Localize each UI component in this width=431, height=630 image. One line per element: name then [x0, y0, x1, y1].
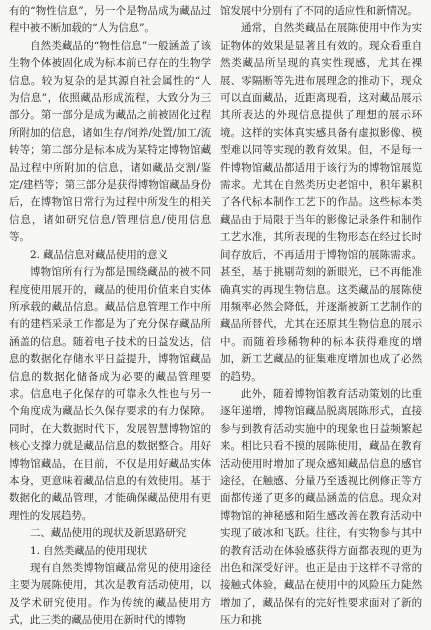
left-paragraph: 现有自然类博物馆藏品常见的使用途径主要为展陈使用，其次是教育活动使用，以及学术研究使用。作为传统的藏品使用方式，此三类的藏品使用在新时代的博物 — [9, 562, 211, 627]
left-column — [9, 3, 211, 627]
left-paragraph: 自然类藏品的“物性信息”一般涵盖了该生物个体被固化成为标本前已存在的生物学信息。较为复杂的是其源自社会属性的“人为信息”，依照藏品形成流程，大致分为三部分。第一部分是成为藏品之前被固化过程所附加的信息，诸如生存/饲养/处置/加工/流转等；第二部分是标本成为某特定博物馆藏品过程中所附加的信息，诸如藏品交割/鉴定/建档等；第三部分是获得博物馆藏品身份后，在博物馆日常行为过程中所发生的相关信息，诸如研究信息/管理信息/使用信息等。 — [9, 39, 211, 244]
left-section-heading: 二、藏品使用的现状及新思路研究 — [30, 527, 186, 540]
left-section-heading: 1. 自然类藏品的使用现状 — [30, 544, 148, 557]
left-paragraph: 有的“物性信息”，另一个是物品成为藏品过程中被不断加载的“人为信息”。 — [9, 5, 211, 35]
left-paragraph: 博物馆所有行为都是围绕藏品的被不同程度使用展开的，藏品的使用价值来自实体所承载的藏品信息。藏品信息管理工作中所有的建档采录工作都是为了充分保存藏品所涵盖的信息。随着电子技术的日益发达，信息的数据化存储水平日益提升，博物馆藏品信息的数据化储备成为必要的藏品管理要求。信息电子化保存的可靠永久性也与另一个角度成为藏品长久保存要求的有力保障。同时，在大数据时代下，发展智慧博物馆的核心支撑力就是藏品信息的数据整合。用好博物馆藏品，在目前，不仅是用好藏品实体本身，更意味着藏品信息的有效使用。基于数据化的藏品管理，才能确保藏品使用有更理性的发展趋势。 — [9, 266, 211, 522]
right-paragraph: 通常，自然类藏品在展陈使用中作为实证物体的效果是显著且有效的。现众看重自然类藏品所呈现的真实性现感，尤其在裸展、零隔断等先进布展理念的推动下，现众可以直面藏品，近距离现看，这对藏品展示其所表达的外现信息提供了理想的展示环境。这样的实体真实感具备有虚拟影像、模型难以同等实现的教育效果。但，不是每一件博物馆藏品都适用于该行为的博物馆展览需求。尤其在自然类历史老馆中，积年累积了各代标本制作工艺下的作品。这些标本类藏品由于局限于当年的影像记录条件和制作工艺水准，其所表现的生物形态在经过长时间存放后，不再适用于博物馆的展陈需求。甚至，基于挑剔苛刻的新眼光，已不再能准确真实的再现生物信息。这类藏品的展陈使用频率必然会降低，并逐渐被新工艺制作的藏品所替代，尤其在还原其生物信息的展示中。而随着珍稀物种的标本获得难度的增加，新工艺藏品的征集难度增加也成了必然的趋势。 — [220, 22, 422, 383]
right-paragraph: 馆发展中分别有了不同的适应性和新情况。 — [220, 5, 418, 17]
left-section-heading: 2. 藏品信息对藏品使用的意义 — [30, 248, 168, 261]
right-paragraph: 此外，随着博物馆教育活动策划的比重逐年递增，博物馆藏品脱离展陈形式，直接参与到教育活动实施中的现象也日益频繁起来。相比只看不摸的展陈使用，藏品在教育活动使用时增加了现众感知藏品信息的感官途径，在触感、分量乃至透视比例修正等方面都传递了更多的藏品涵盖的信息。现众对博物馆的神秘感和陌生感改善在教育活动中实现了破冰和飞跃。往往，有实物参与其中的教育活动在体验感获得方面都表现的更为出色和深受好评。也正是由于这样不寻常的接触式体验，藏品在使用中的风险压力陡然增加了，藏品保有的完好性要求面对了新的压力和挑 — [220, 387, 422, 627]
right-column — [220, 3, 422, 627]
